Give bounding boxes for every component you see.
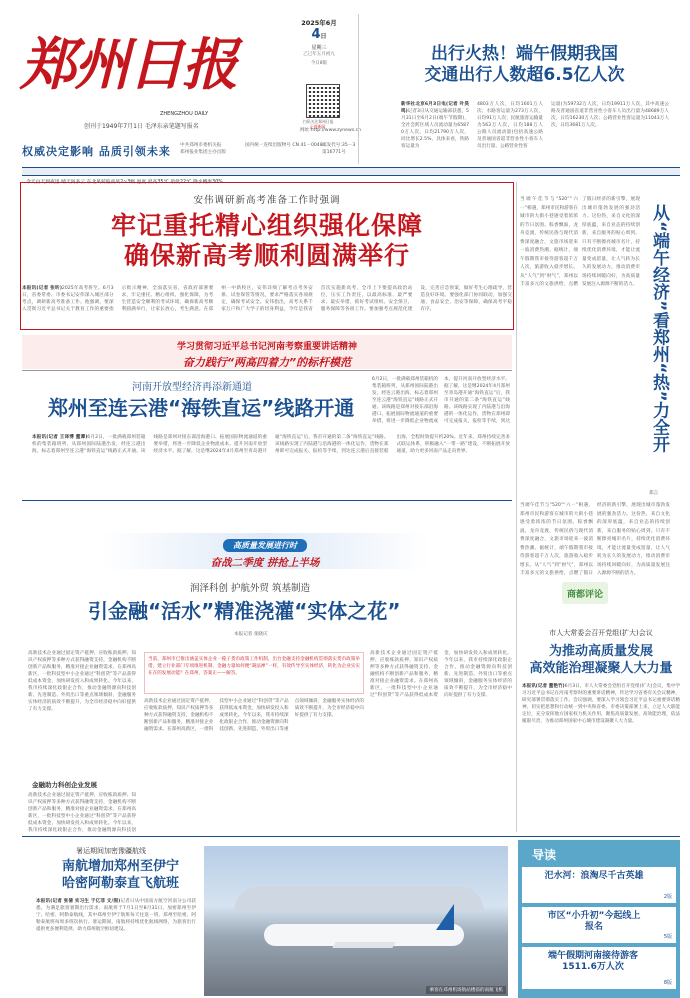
column-divider (516, 182, 517, 832)
finance-quote: 当前，郑州市已推出涵盖实体企业一揽子货币政策工作机制，出台金融支持金融机构贯彻落实货币政策举措，建立行业部门专项推进机制，金融力量如何便“凝法禅”一样，有效传导至实体经济，转化为企业实实在在的发展动能？在郑州，答案正——解答。 (144, 652, 364, 694)
newspaper-logo: 郑州日报 (20, 32, 236, 98)
guide-item-page: 5版 (663, 934, 672, 940)
guide-item[interactable] (522, 867, 676, 903)
commentary-body-2: 当端午佳节与“520”“六一”相遇，郑州市民和游客在城市的大街小巷感受着浓浓的节日氛围。粽香飘溢，龙舟竞渡，传统民俗与现代消费深度融合，文旅市场迎来一波消费热潮。据统计，端午假期我市接待游客超千万人次，旅游收入稳步增长。从“人气”到“财气”，郑州以丰富多元的文旅供给，点燃了假日经济的新引擎，展现出城市蓬勃发展的强劲活力。这份热，来自文化的深厚底蕴，来自业态的持续创新，来自服务的贴心周到。只有不断擦亮城市名片，持续优化消费环境，才能让流量变成留量，让人气转为长久的发展动力，推动消费市场持续回暖向好，为高质量发展注入源源不断的活力。 (520, 503, 670, 576)
finance-subhead: 金融助力科创企业发展 (32, 781, 97, 789)
finance-banner-2: 奋战二季度 拼抢上半场 (210, 557, 320, 569)
finance-col-1b: 高新技术企业通过固定资产抵押、应收账款质押、知识产权质押等多种方式获得融资支持，金融机构不断创新产品和服务，精准对接企业融资需求。在郑州高新区，一批科技型中小企业通过“科创贷”等产品获得低成本资金，加快研发投入和成果转化。今年以来，我市持续深化政银企合作，推动金融资源向科技创 (28, 793, 136, 832)
editorial-kicker: 学习贯彻习近平总书记河南考察重要讲话精神 (176, 342, 357, 352)
divider (22, 500, 512, 501)
masthead (0, 0, 690, 165)
guide-title: 导读 (532, 848, 557, 862)
standing-body: 本报讯(记者 董艳竹)6月3日，市人大常委会党组召开党组(扩大)会议，集中学习习近平总书记在河南考察时的重要讲话精神，传达学习省委有关会议精神，研究部署贯彻落实工作。会议强调，要深入学习领会习近平总书记重要讲话精神，切实把思想和行动统一到中央和省委、市委决策部署上来，立足人大职能定位，充分发挥地方国家权力机关作用，聚焦高质量发展、高效能治理，依法履职尽责，为推动郑州国家中心城市建设凝聚人大力量。 (522, 684, 680, 724)
qr-caption: 扫码关注郑州日报 (303, 119, 334, 124)
lead-title-1: 牢记重托精心组织强化保障 (110, 211, 423, 240)
commentary (520, 190, 680, 610)
airplane-wing (332, 942, 395, 948)
day-number: 4日 (311, 27, 327, 42)
guide-item-text: 端午假期河南接待游客1511.6万人次 (547, 951, 638, 972)
lead-kicker: 安伟调研新高考准备工作时强调 (193, 195, 341, 206)
guide-item-page: 2版 (663, 894, 672, 900)
date-box (294, 18, 344, 66)
commentary-title: 从“端午经济”看郑州“热”力全开 (649, 204, 669, 453)
photo-caption: 乘客在郑州机场航站楼前的南航飞机 (426, 986, 506, 994)
finance-banner (100, 533, 430, 569)
website: 网址:http://www.zynews.cn (300, 128, 362, 133)
standing-kicker: 市人大常委会召开党组(扩大)会议 (549, 629, 653, 637)
port-title: 郑州至连云港“海铁直运”线路开通 (48, 396, 355, 420)
airplane-tail (436, 904, 454, 930)
port-col-right: 6月2日，一批满载郑州装箱机的集装箱班列，从郑州国际陆港出发，经连云港出海，标志着郑州至连云港“海铁直运”线路正式开通。该线路是郑州对接东部沿海港口、拓展国际物流通道的重要举措，将进一步降低企业物流成本，提升河南开放型经济水平。据了解，这是继2024年4月郑州至青岛港开通“海铁直运”后，我市开通的第二条“海铁直运”线路。该线路实现了内陆港与沿海港的一体化运作，货物在郑州即可完成报关、报检等手续，到达 (372, 377, 510, 424)
qr-caption-2: 正观新闻 (310, 124, 326, 129)
lunar-date: 乙巳年五月初九 (303, 52, 335, 57)
sponsor-1: 中共郑州市委机关报 (180, 143, 222, 148)
finance-title: 引金融“活水”精准浇灌“实体之花” (88, 599, 401, 623)
finance-kicker: 润泽科创 护航外贸 筑基制造 (190, 583, 311, 594)
logo-pinyin: ZHENGZHOU DAILY (160, 111, 209, 117)
editorial-title: 奋力践行“两高四着力”的标杆模范 (182, 356, 352, 369)
lead-title-2: 确保新高考顺利圆满举行 (123, 241, 410, 270)
standing-story (522, 620, 680, 830)
sponsor-2: 郑州报业集团主办出版 (180, 150, 226, 155)
commentary-badge-text: 商都评论 (566, 590, 603, 600)
weekday: 星期三 (311, 45, 327, 51)
guide-item-page: 8版 (663, 980, 672, 986)
founded-line: 创刊于1949年7月1日 毛泽东亲笔题写报名 (84, 123, 199, 130)
finance-col-2: 高新技术企业通过固定资产抵押、应收账款质押、知识产权质押等多种方式获得融资支持，金融机构不断创新产品和服务，精准对接企业融资需求。在郑州高新区，一批科技型中小企业通过“科创贷”等产品获得低成本资金，加快研发投入和成果转化。今年以来，我市持续深化政银企合作，推动金融资源向科技创新、先进制造、外贸出口等重点领域倾斜，金融服务实体经济的质效不断提升，为全市经济稳中向好提供了有力支撑。 (144, 699, 364, 732)
lead-body: 本报讯(记者 张昕)2025年高考将至。6月3日，省委常委、市委书记安伟深入城区部分考点，调研新高考准备工作。他强调，要深入贯彻习近平总书记关于教育工作的重要指示批示精神，全面落实省、省政府部署要求，牢记重托、精心组织、强化保障，为考生营造安全顺利的考试环境，确保新高考顺利圆满举行，让家长放心，考生满意。在郑州一中新校区，安伟详细了解考点考务安排、试卷保管等情况，要求严格落实各项规定，确保考试安全。安伟指出，高考关系千家万户和广大学子的切身利益，今年是我省首次实施新高考，全市上下要提高政治站位，压实工作责任，以最高标准、最严要求、最实举措，抓好考试组织、安全保卫、服务保障等各项工作。要加强考点规范化建设，完善应急预案，做好考生心理疏导，营造良好环境。要强化部门协同联动，加强交通、食品安全、治安等保障，确保高考平稳有序。 (22, 286, 512, 312)
flight-title-1: 南航增加郑州至伊宁 (62, 859, 180, 874)
finance-col-1: 高新技术企业通过固定资产抵押、应收账款质押、知识产权质押等多种方式获得融资支持，金融机构不断创新产品和服务，精准对接企业融资需求。在郑州高新区，一批科技型中小企业通过“科创贷”等产品获得低成本资金，加快研发投入和成果转化。今年以来，我市持续深化政银企合作，推动金融资源向科技创新、先进制造、外贸出口等重点领域倾斜，金融服务实体经济的质效不断提升，为全市经济稳中向好提供了有力支撑。 (28, 651, 136, 712)
standing-title-2: 高效能治理凝聚人大力量 (529, 661, 673, 676)
standing-title-1: 为推动高质量发展 (548, 644, 653, 659)
weather-bar (22, 167, 680, 185)
guide-item[interactable] (522, 907, 676, 943)
top-news-col-2: 4803万人次，日均1601万人次；水路客运量为273万人次，日均91万人次；民航旅客运输量为563万人次，日均188万人 (477, 102, 543, 128)
divider (22, 370, 512, 371)
flight-title-2: 哈密阿勒泰直飞航班 (62, 876, 180, 891)
port-kicker: 河南开放型经济再添新通道 (132, 382, 252, 393)
top-news-col-2b: 公路人员流动量(包括高速公路及普通国省道非营业性小客车人员出行量、公路营业性客 (477, 130, 543, 149)
flight-kicker: 暑运期间加密豫疆航线 (76, 847, 146, 855)
flight-photo (204, 846, 508, 996)
finance-byline: 本报记者 张晓庆 (234, 632, 268, 637)
top-news-dateline: 新华社北京6月3日电(记者 叶昊鸣)记者3日从交通运输部获悉，5月31日至6月2日(端午节假期)，全社会跨区域人员流动量为65870万人次，日均21790万人次，同比增长2.5%，具体来看，铁路客运量为 (401, 102, 469, 149)
post-code: 邮发代号:35－3 (322, 143, 356, 148)
divider (22, 836, 680, 837)
finance-col-3: 高新技术企业通过固定资产抵押、应收账款质押、知识产权质押等多种方式获得融资支持，金融机构不断创新产品和服务，精准对接企业融资需求。在郑州高新区，一批科技型中小企业通过“科创贷”等产品获得低成本资金，加快研发投入和成果转化。今年以来，我市持续深化政银企合作，推动金融资源向科技创新、先进制造、外贸出口等重点领域倾斜，金融服务实体经济的质效不断提升，为全市经济稳中向好提供了有力支撑。 (370, 651, 512, 698)
top-news-title-1: 出行火热！端午假期我国 (431, 44, 618, 64)
editorial-banner (22, 335, 512, 369)
guide-item-text: 汜水河：浪淘尽千古英雄 (544, 871, 644, 881)
top-news-col-3: 运量)为59732万人次，日均19911万人次，其中高速公路及普通国省道非营业性小客车人员出行量为48689万人次，日均16230万人次；公路营业性客运量为11043万人次，日均3681万人次。 (551, 102, 669, 128)
commentary-body: 当端午佳节与“520”“六一”相遇，郑州市民和游客在城市的大街小巷感受着浓浓的节日氛围。粽香飘溢，龙舟竞渡，传统民俗与现代消费深度融合，文旅市场迎来一波消费热潮。据统计，端午假期我市接待游客超千万人次，旅游收入稳步增长。从“人气”到“财气”，郑州以丰富多元的文旅供给，点燃了假日经济的新引擎，展现出城市蓬勃发展的强劲活力。这份热，来自文化的深厚底蕴，来自业态的持续创新，来自服务的贴心周到。只有不断擦亮城市名片，持续优化消费环境，才能让流量变成留量，让人气转为长久的发展动力，推动消费市场持续回暖向好，为高质量发展注入源源不断的活力。 (520, 197, 640, 287)
guide-item-text: 市区“小升初”今起线上报名 (547, 911, 641, 932)
flight-body: 本报讯(记者 张倩 实习生 于亿菲 文/图)记者日从中国南方航空河南分公司获悉，为满足旅客暑期出行需求，南航将于7月1日至8月31日，加密郑州至伊宁、哈密、阿勒泰航线，其中郑州至伊宁航班每天往返一班，郑州至哈密、阿勒泰航班每周多班次执行。暑运期间，南航将持续优化航线网络，为旅客出行提供更多便利选择，助力郑州航空枢纽建设。 (36, 899, 196, 932)
cn-number: 国内统一连续出版物号 CN 41－0048 (245, 143, 323, 148)
flight-story (22, 840, 510, 998)
top-news-title-2: 交通出行人数超6.5亿人次 (424, 65, 625, 85)
guide-box (518, 840, 680, 998)
commentary-badge (562, 582, 608, 604)
guide-item[interactable] (522, 947, 676, 989)
commentary-author: 郑言 (649, 491, 659, 496)
slogan: 权威决定影响 品质引领未来 (22, 145, 171, 158)
qr-code[interactable] (306, 84, 340, 118)
serial-number: 第16771号 (322, 150, 346, 155)
page-count: 今日8版 (310, 61, 328, 66)
finance-banner-1: 高质量发展进行时 (223, 539, 307, 552)
weather-text: 今天白天到夜里 晴天间多云 东北风转偏南风2~3级 温度 最高35℃ 最低22℃ 降水概率30% (26, 180, 223, 185)
port-story (22, 372, 512, 498)
top-news (358, 14, 680, 164)
port-body: 本报讯(记者 王译博 董谭)6月2日，一批满载郑州装箱机的集装箱班列，从郑州国际陆港出发，经连云港出海，标志着郑州至连云港“海铁直运”线路正式开通。该线路是郑州对接东部沿海港口、拓展国际物流通道的重要举措，将进一步降低企业物流成本，提升河南开放型经济水平。据了解，这是继2024年4月郑州至青岛港开通“海铁直运”后，我市开通的第二条“海铁直运”线路。该线路实现了内陆港与沿海港的一体化运作，货物在郑州即可完成报关、报检等手续，到达连云港后直接装船出海，全程时效提升约20%。近年来，郑州持续完善多式联运体系，积极融入“一带一路”建设，不断拓展开放通道，助力更多河南产品走向世界。 (32, 435, 510, 454)
year-month: 2025年6月 (301, 19, 337, 27)
